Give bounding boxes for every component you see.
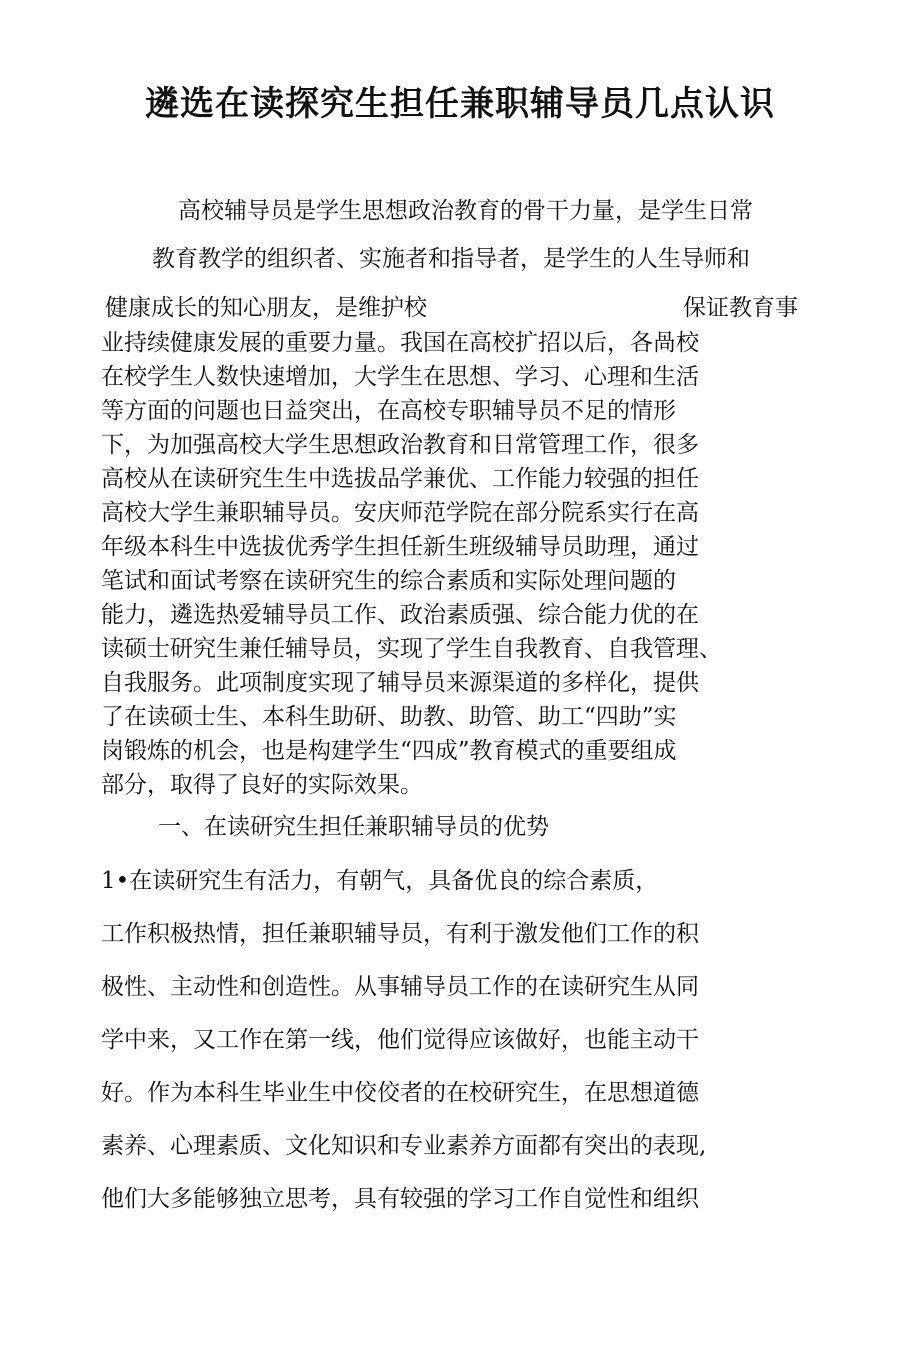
paragraph-line: 能力，遴选热爱辅导员工作、政治素质强、综合能力优的在 [101,602,699,628]
point-line: 学中来，又工作在第一线，他们觉得应该做好，也能主动干 [101,1027,699,1053]
paragraph-line: 岗锻炼的机会，也是构建学生“四成”教育模式的重要组成 [101,738,677,764]
point-line: 他们大多能够独立思考，具有较强的学习工作自觉性和组织 [101,1186,699,1212]
point-line: 工作积极热情，担任兼职辅导员，有利于激发他们工作的积 [101,921,699,947]
paragraph-line: 年级本科生中选拔优秀学生担任新生班级辅导员助理，通过 [101,534,699,560]
paragraph-line: 在校学生人数快速增加，大学生在思想、学习、心理和生活 [101,364,699,390]
intro-line-1: 高校辅导员是学生思想政治教育的骨干力量，是学生日常 [178,198,753,224]
paragraph-line: 等方面的问题也日益突出，在高校专职辅导员不足的情形 [101,398,676,424]
paragraph-line: 读硕士研究生兼任辅导员，实现了学生自我教育、自我管理、 [101,636,722,662]
intro-line-2: 教育教学的组织者、实施者和指导者，是学生的人生导师和 [152,246,750,272]
paragraph-line: 笔试和面试考察在读研究生的综合素质和实际处理问题的 [101,568,676,594]
gap-line-right: 保证教育事 [683,295,798,321]
gap-line-left: 健康成长的知心朋友，是维护校 [105,295,427,321]
paragraph-line: 业持续健康发展的重要力量。我国在高校扩招以后，各咼校 [101,330,699,356]
paragraph-line: 部分，取得了良好的实际效果。 [101,772,423,798]
paragraph-line: 高校大学生兼职辅导员。安庆师范学院在部分院系实行在高 [101,500,699,526]
point-line: 1•在读研究生有活力，有朝气，具备优良的综合素质， [101,868,659,894]
paragraph-line: 了在读硕士生、本科生助研、助教、助管、助工“四助”实 [101,704,677,730]
point-line: 好。作为本科生毕业生中佼佼者的在校研究生，在思想道德 [101,1080,699,1106]
point-line: 素养、心理素质、文化知识和专业素养方面都有突出的表现, [101,1133,707,1159]
document-title: 遴选在读探究生担任兼职辅导员几点认识 [145,84,775,124]
paragraph-line: 下，为加强高校大学生思想政治教育和日常管理工作，很多 [101,432,699,458]
point-line: 极性、主动性和创造性。从事辅导员工作的在读研究生从同 [101,974,699,1000]
section-heading: 一、在读研究生担任兼职辅导员的优势 [158,814,549,840]
paragraph-line: 自我服务。此项制度实现了辅导员来源渠道的多样化，提供 [101,670,699,696]
paragraph-line: 高校从在读研究生生中选拔品学兼优、工作能力较强的担任 [101,466,699,492]
